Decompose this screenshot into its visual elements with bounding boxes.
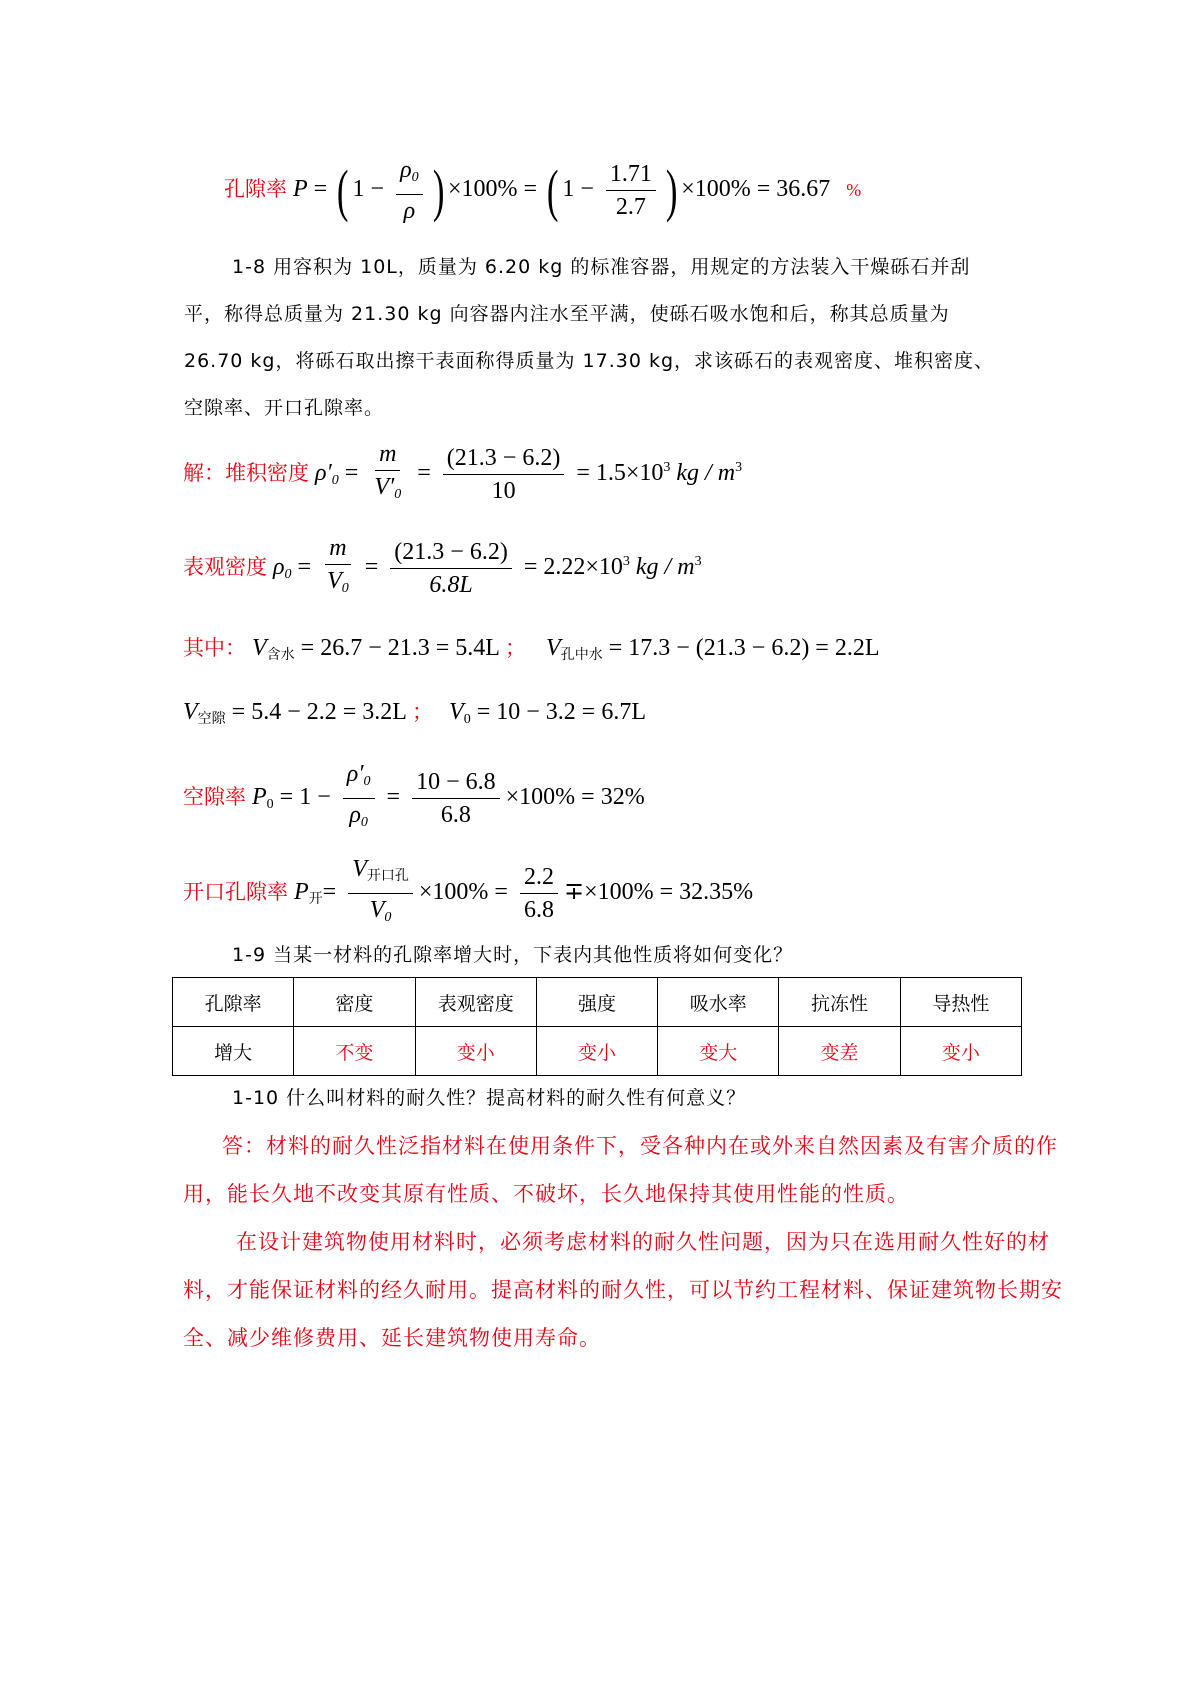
table-header-cell: 密度 xyxy=(294,978,415,1027)
table-row xyxy=(173,1027,1022,1076)
answer-paragraph2-line2: 料，才能保证材料的经久耐用。提高材料的耐久性，可以节约工程材料、保证建筑物长期安 xyxy=(183,1278,1063,1302)
porosity-formula: 孔隙率 P = ( 1 − $\frac{\rho_0}{\rho}$ ) ×100% = ( 1 − $\frac{1.71}{2.7}$ ) ×100% = 36.67 % xyxy=(224,157,862,224)
porosity-label: 孔隙率 xyxy=(224,177,287,202)
table-cell: 变大 xyxy=(658,1027,779,1076)
q18-line2: 平，称得总质量为 21.30 kg 向容器内注水至平满，使砾石吸水饱和后，称其总质量为 xyxy=(184,303,950,325)
porosity-numeric-fraction: $\frac{1.71}{2.7}$ xyxy=(606,160,656,221)
table-header-cell: 强度 xyxy=(536,978,657,1027)
porosity-fraction: $\frac{\rho_0}{\rho}$ xyxy=(396,156,423,225)
open-porosity-formula: 开口孔隙率 $P_开=$ $\frac{V_{开口孔}}{V_0}$ ×100% = $\frac{2.2}{6.8}$ ∓×100% = 32.35% xyxy=(183,856,754,925)
q110-text: 1-10 什么叫材料的耐久性？提高材料的耐久性有何意义？ xyxy=(232,1087,747,1109)
q18-line3: 26.70 kg，将砾石取出擦干表面称得质量为 17.30 kg，求该砾石的表观密度、堆积密度、 xyxy=(184,350,995,372)
bulk-density-formula: 解：堆积密度 $\rho'_0$ = $\frac{m}{V'_0}$ = $\frac{(21.3 - 6.2)}{10}$ = $1.5\times 10^3$ kg / $m^3$ xyxy=(183,441,743,504)
answer-paragraph2-line1: 在设计建筑物使用材料时，必须考虑材料的耐久性问题，因为只在选用耐久性好的材 xyxy=(236,1230,1050,1254)
answer-paragraph1-line1: 答：材料的耐久性泛指材料在使用条件下，受各种内在或外来自然因素及有害介质的作 xyxy=(222,1134,1058,1158)
q18-line1: 1-8 用容积为 10L，质量为 6.20 kg 的标准容器，用规定的方法装入干燥砾石并刮 xyxy=(232,256,971,278)
table-header-cell: 导热性 xyxy=(900,978,1021,1027)
table-header-cell: 抗冻性 xyxy=(779,978,900,1027)
table-header-cell: 表观密度 xyxy=(415,978,536,1027)
table-header-row xyxy=(173,978,1022,1027)
table-cell: 不变 xyxy=(294,1027,415,1076)
apparent-density-formula: 表观密度 $\rho_0$ = $\frac{m}{V_0}$ = $\frac{(21.3 - 6.2)}{6.8L}$ = $2.22\times 10^3$ kg / $m^3$ xyxy=(183,535,702,598)
property-change-table xyxy=(172,977,1022,1076)
water-volume-formula: 其中： $V_{含水} = 26.7 - 21.3 = 5.4L$ ； $V_{孔中水} = 17.3 - (21.3 - 6.2) = 2.2L$ xyxy=(183,635,880,663)
table-cell: 变小 xyxy=(900,1027,1021,1076)
q19-text: 1-9 当某一材料的孔隙率增大时，下表内其他性质将如何变化？ xyxy=(232,944,794,966)
table-header-cell: 孔隙率 xyxy=(173,978,294,1027)
table-cell: 变小 xyxy=(536,1027,657,1076)
q18-line4: 空隙率、开口孔隙率。 xyxy=(184,397,385,419)
table-cell: 变小 xyxy=(415,1027,536,1076)
void-volume-formula: $V_{空隙} = 5.4 - 2.2 = 3.2L$ ； $V_0 = 10 - 3.2 = 6.7L$ xyxy=(183,699,646,727)
answer-paragraph2-line3: 全、减少维修费用、延长建筑物使用寿命。 xyxy=(183,1326,601,1350)
table-header-cell: 吸水率 xyxy=(658,978,779,1027)
table-cell: 增大 xyxy=(173,1027,294,1076)
table-cell: 变差 xyxy=(779,1027,900,1076)
answer-paragraph1-line2: 用，能长久地不改变其原有性质、不破坏，长久地保持其使用性能的性质。 xyxy=(183,1182,909,1206)
void-ratio-formula: 空隙率 $P_0 = 1$ − $\frac{\rho'_0}{\rho_0}$ = $\frac{10 - 6.8}{6.8}$ ×100% = 32% xyxy=(183,761,645,830)
